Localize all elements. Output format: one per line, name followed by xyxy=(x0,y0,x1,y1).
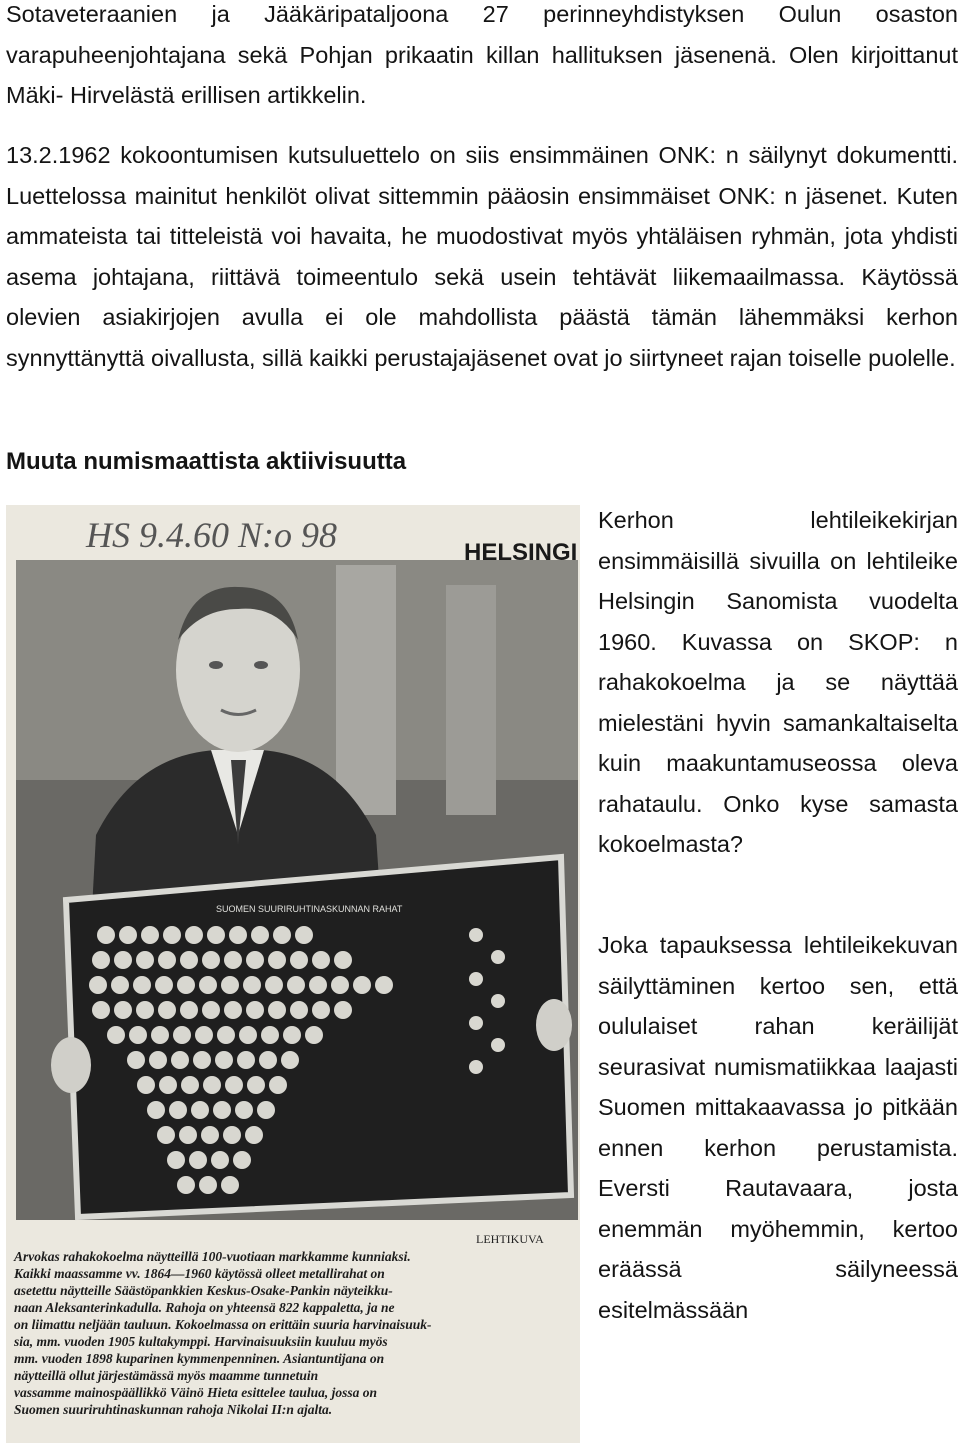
coin xyxy=(375,976,393,994)
coin xyxy=(221,976,239,994)
coin xyxy=(265,976,283,994)
coin xyxy=(158,951,176,969)
caption-line: on liimattu neljään tauluun. Kokoelmassa on erittäin suuria harvinaisuuk- xyxy=(14,1317,432,1332)
coin xyxy=(119,926,137,944)
coin xyxy=(491,1038,505,1052)
coin xyxy=(199,976,217,994)
coin xyxy=(235,1101,253,1119)
coin xyxy=(207,926,225,944)
coin xyxy=(151,1026,169,1044)
coin xyxy=(469,928,483,942)
coin xyxy=(149,1051,167,1069)
board-title: SUOMEN SUURIRUHTINASKUNNAN RAHAT xyxy=(216,904,403,914)
coin xyxy=(202,951,220,969)
coin xyxy=(268,1001,286,1019)
coin xyxy=(202,1001,220,1019)
coin xyxy=(199,1176,217,1194)
coin xyxy=(245,1126,263,1144)
section-heading: Muuta numismaattista aktiivisuutta xyxy=(6,448,407,475)
coin xyxy=(163,926,181,944)
caption-line: sia, mm. vuoden 1905 kultakymppi. Harvinaisuuksiin kuuluu myös xyxy=(14,1334,388,1349)
side-paragraph-1: Kerhon lehtileikekirjan ensimmäisillä sivuilla on lehtileike Helsingin Sanomista vuodelta 1960. Kuvassa on SKOP: n rahakokoelma ja se näyttää mielestäni hyvin samankaltaiselta kuin maakuntamuseossa oleva rahataulu. Onko kyse samasta kokoelmasta? xyxy=(598,507,958,857)
coin xyxy=(312,951,330,969)
coin xyxy=(334,951,352,969)
coin xyxy=(137,1076,155,1094)
coin xyxy=(193,1051,211,1069)
coin xyxy=(469,1060,483,1074)
coin xyxy=(195,1026,213,1044)
coin xyxy=(180,1001,198,1019)
coin xyxy=(217,1026,235,1044)
coin xyxy=(97,926,115,944)
coin xyxy=(251,926,269,944)
coin xyxy=(159,1076,177,1094)
caption-line: Suomen suuriruhtinaskunnan rahoja Nikolai II:n ajalta. xyxy=(14,1402,333,1417)
coin xyxy=(233,1151,251,1169)
history-paragraph: 13.2.1962 kokoontumisen kutsuluettelo on siis ensimmäinen ONK: n säilynyt dokumentti. Luettelossa mainitut henkilöt olivat sittemmin pääosin ensimmäiset ONK: n jäsenet. Kuten ammateista tai titteleistä voi havaita, he muodostivat myös yhtäläisen ryhmän, jota yhdisti asema johtajana, riittävä toimeentulo sekä usein tehtävät liikemaailmassa. Käytössä olevien asiakirjojen avulla ei ole mahdollista päästä tämän lähemmäksi kerhon synnyttänyttä oivallusta, sillä kaikki perustajajäsenet ovat jo siirtyneet rajan toiselle puolelle. xyxy=(6,142,958,371)
coin xyxy=(224,1001,242,1019)
coin xyxy=(158,1001,176,1019)
coin xyxy=(114,1001,132,1019)
coin xyxy=(309,976,327,994)
coin xyxy=(237,1051,255,1069)
coin xyxy=(89,976,107,994)
coin xyxy=(111,976,129,994)
coin xyxy=(469,1016,483,1030)
coin xyxy=(229,926,247,944)
coin xyxy=(177,1176,195,1194)
coin xyxy=(180,951,198,969)
coin xyxy=(334,1001,352,1019)
coin xyxy=(331,976,349,994)
coin xyxy=(136,1001,154,1019)
coin xyxy=(129,1026,147,1044)
caption-line: vassamme mainospäällikkö Väinö Hieta esittelee taulua, jossa on xyxy=(14,1385,378,1400)
coin xyxy=(261,1026,279,1044)
coin xyxy=(136,951,154,969)
coin xyxy=(114,951,132,969)
coin xyxy=(312,1001,330,1019)
coin xyxy=(201,1126,219,1144)
coin xyxy=(191,1101,209,1119)
coin xyxy=(173,1026,191,1044)
coin xyxy=(213,1101,231,1119)
coin xyxy=(259,1051,277,1069)
caption-line: Kaikki maassamme vv. 1864—1960 käytössä olleet metallirahat on xyxy=(14,1266,385,1281)
newspaper-clipping xyxy=(6,505,580,1443)
coin xyxy=(491,950,505,964)
handwritten-note: HS 9.4.60 N:o 98 xyxy=(86,515,337,555)
coin xyxy=(92,951,110,969)
coin xyxy=(353,976,371,994)
coin xyxy=(169,1101,187,1119)
coin xyxy=(225,1076,243,1094)
coin xyxy=(295,926,313,944)
coin xyxy=(491,994,505,1008)
coin xyxy=(290,951,308,969)
coin xyxy=(247,1076,265,1094)
coin xyxy=(269,1076,287,1094)
masthead: HELSINGI xyxy=(464,539,578,566)
coin xyxy=(268,951,286,969)
coin xyxy=(127,1051,145,1069)
coin xyxy=(290,1001,308,1019)
coin xyxy=(239,1026,257,1044)
coin xyxy=(283,1026,301,1044)
coin xyxy=(243,976,261,994)
side-paragraph-2: Joka tapauksessa lehtileikekuvan säilyttäminen kertoo sen, että oululaiset rahan keräilijät seurasivat numismatiikkaa laajasti Suomen mittakaavassa jo pitkään ennen kerhon perustamista. Eversti Rautavaara, josta enemmän myöhemmin, kertoo eräässä säilyneessä esitelmässään xyxy=(598,932,958,1323)
caption-line: naan Aleksanterinkadulla. Rahoja on yhteensä 822 kappaletta, ja ne xyxy=(14,1300,395,1315)
caption-line: mm. vuoden 1898 kuparinen kymmenpenninen. Asiantuntijana on xyxy=(14,1351,385,1366)
coin xyxy=(189,1151,207,1169)
coin xyxy=(246,1001,264,1019)
intro-paragraph: Sotaveteraanien ja Jääkäripataljoona 27 perinneyhdistyksen Oulun osaston varapuheenjohtajana sekä Pohjan prikaatin killan hallituksen jäsenenä. Olen kirjoittanut Mäki- Hirvelästä erillisen artikkelin. xyxy=(6,1,958,108)
coin xyxy=(107,1026,125,1044)
coin xyxy=(246,951,264,969)
caption-line: Arvokas rahakokoelma näytteillä 100-vuotiaan markkamme kunniaksi. xyxy=(14,1249,411,1264)
caption-line: asetettu näytteille Säästöpankkien Keskus-Osake-Pankin näyteikku- xyxy=(14,1283,393,1298)
photo-credit: LEHTIKUVA xyxy=(476,1232,544,1246)
coin xyxy=(273,926,291,944)
coin xyxy=(469,972,483,986)
coin xyxy=(179,1126,197,1144)
coin xyxy=(287,976,305,994)
coin xyxy=(167,1151,185,1169)
coin xyxy=(215,1051,233,1069)
coin xyxy=(141,926,159,944)
coin xyxy=(171,1051,189,1069)
coin xyxy=(147,1101,165,1119)
coin xyxy=(133,976,151,994)
coin xyxy=(157,1126,175,1144)
coin xyxy=(257,1101,275,1119)
coin xyxy=(92,1001,110,1019)
coin xyxy=(181,1076,199,1094)
coin xyxy=(281,1051,299,1069)
coin xyxy=(223,1126,241,1144)
caption-line: näytteillä ollut järjestämässä myös maamme tunnetuin xyxy=(14,1368,319,1383)
coin xyxy=(185,926,203,944)
coin xyxy=(211,1151,229,1169)
coin xyxy=(221,1176,239,1194)
coin xyxy=(177,976,195,994)
coin xyxy=(305,1026,323,1044)
coin xyxy=(203,1076,221,1094)
coin xyxy=(224,951,242,969)
clipping-photo xyxy=(6,505,580,1443)
coin xyxy=(155,976,173,994)
